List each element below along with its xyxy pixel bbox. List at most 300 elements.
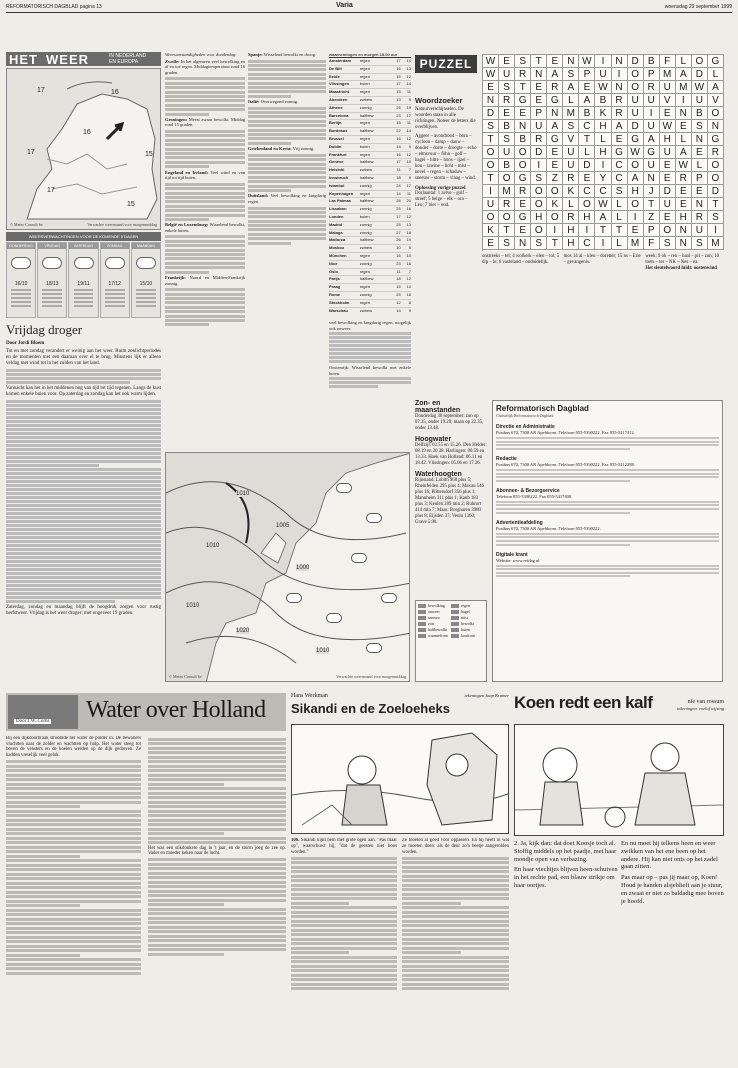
city-weather-table: waarnemingen en morgen 18.00 uur Amsterdam regen 17 14 De Bilt regen 16 13 Eelde regen 15 12 Vlissingen buien 17 14 Maastricht regen 15 11 Aberdeen zwbew 13 9 Athene zonnig 26 19 Barcelona halfbew 23 17 Berlijn regen 15 11 Bordeaux halfbew 22 14 Brussel regen 16 12 Dublin buien 14 9 Frankfurt regen 16 12 Genève halfbew 17 10 Helsinki zwbew 11 7 Innsbruck halfbew 18 9 Istanbul zonnig 24 17 Kopenhagen regen 14 11 Las Palmas halfbew 26 20 Lissabon zonnig 25 16 Londen buien 17 12 Madrid zonnig 25 13 Malaga zonnig 27 18 Mallorca halfbew 26 19 Moskou zwbew 10 5 München regen 16 10 Nice zonnig 23 16 Oslo regen 11 7 Parijs halfbew 18 12 Praag regen 15 10 Rome zonnig 25 16 Stockholm regen 12 8 Warschau zwbew 14 9	[329, 52, 411, 312]
text-line	[148, 858, 286, 861]
city-min: 9	[408, 143, 411, 149]
city-sky: halfbew	[359, 198, 374, 204]
city-row	[329, 230, 411, 238]
city-row	[329, 74, 411, 82]
text-line	[248, 228, 326, 231]
city-name: Brussel	[329, 135, 344, 141]
forecast-day	[100, 242, 130, 318]
forecast-banner: WEERSVERWACHTINGEN VOOR DE KOMENDE 5 DAGEN	[6, 232, 161, 241]
city-row	[329, 198, 411, 206]
text-line	[248, 180, 326, 183]
text-line	[6, 823, 141, 826]
forecast-line	[105, 293, 125, 295]
colofon-text: Postbus 670, 7300 AR Apeldoorn. Telefoon 055-5390222. Fax 055-5412288.	[496, 461, 635, 467]
city-max: 13	[396, 96, 401, 102]
grid-cell: I	[595, 55, 611, 68]
city-name: Frankfurt	[329, 151, 347, 157]
text-line	[402, 987, 509, 990]
forecast-line	[105, 305, 125, 307]
grid-cell: B	[595, 94, 611, 107]
grid-cell: K	[547, 198, 563, 211]
text-line	[6, 967, 141, 970]
grid-cell: O	[660, 224, 676, 237]
grid-cell: I	[483, 185, 499, 198]
text-line	[402, 978, 509, 981]
text-line	[496, 441, 719, 443]
text-line	[6, 918, 141, 921]
text-line	[6, 805, 80, 808]
city-max: 15	[396, 120, 401, 126]
text-line	[402, 906, 509, 909]
city-name: Berlijn	[329, 120, 342, 126]
text-line	[165, 253, 245, 256]
grid-cell: C	[595, 185, 611, 198]
text-line	[165, 249, 245, 252]
water-col2: Het was een stikdonkere dag in 't jaar, en de storm joeg de zee op. Vader en moeder keken naar de lucht.	[148, 736, 286, 1056]
grid-cell: U	[660, 198, 676, 211]
cloud-icon	[42, 257, 62, 269]
grid-row	[483, 146, 724, 159]
grid-cell: U	[483, 198, 499, 211]
city-row	[329, 261, 411, 269]
text-line	[496, 533, 719, 535]
text-line	[6, 832, 141, 835]
city-min: 16	[406, 291, 411, 297]
text-line	[165, 319, 245, 322]
grid-cell: S	[483, 120, 499, 133]
text-line	[248, 220, 326, 223]
text-line	[291, 960, 397, 963]
city-name: Parijs	[329, 276, 340, 282]
grid-cell: F	[660, 55, 676, 68]
city-row	[329, 105, 411, 113]
grid-cell: R	[708, 146, 724, 159]
text-line	[6, 868, 141, 871]
forecast-line	[105, 297, 125, 299]
city-min: 7	[408, 268, 411, 274]
text-line	[496, 448, 630, 450]
colofon-heading: Directie en Administratie	[496, 424, 555, 430]
text-line	[6, 904, 80, 907]
grid-cell: O	[531, 198, 547, 211]
grid-cell: L	[563, 198, 579, 211]
grid-cell: D	[660, 185, 676, 198]
grid-cell: H	[563, 224, 579, 237]
text-line	[248, 68, 326, 71]
grid-cell: E	[499, 55, 515, 68]
koen-drawing	[515, 725, 724, 836]
article-byline: Door Jordi Bloem	[6, 341, 45, 346]
forecast-paragraph: Engeland en Ierland: Veel wind en van tijd tot tijd buien.	[165, 169, 245, 181]
text-line	[402, 947, 509, 950]
text-line	[6, 864, 141, 867]
city-sky: zonnig	[359, 221, 372, 227]
grid-cell: I	[531, 159, 547, 172]
text-line	[148, 939, 286, 942]
city-min: 18	[406, 229, 411, 235]
grid-cell: S	[515, 55, 531, 68]
city-sky: halfbew	[359, 128, 374, 134]
city-row	[329, 214, 411, 222]
grid-cell: N	[531, 68, 547, 81]
grid-cell: D	[483, 107, 499, 120]
city-row	[329, 300, 411, 308]
text-line	[148, 756, 286, 759]
grid-cell: T	[483, 172, 499, 185]
text-line	[148, 796, 286, 799]
puzzle-banner: PUZZEL	[415, 55, 477, 73]
text-line	[248, 171, 326, 174]
city-name: Aberdeen	[329, 96, 348, 102]
text-line	[291, 875, 397, 878]
grid-cell: G	[628, 133, 644, 146]
text-line	[6, 765, 141, 768]
legend-item	[418, 633, 451, 639]
city-max: 15	[396, 73, 401, 79]
forecast-text-col3: veel bewolking en langdurig regen, mogelijk ook onweer. Oostenrijk: Wisselend bewolkt met enkele buien.	[329, 320, 411, 450]
grid-cell: O	[531, 185, 547, 198]
text-line	[148, 774, 286, 777]
text-line	[6, 900, 141, 903]
grid-cell: L	[676, 55, 692, 68]
text-line	[402, 929, 509, 932]
text-line	[402, 875, 509, 878]
city-max: 12	[396, 299, 401, 305]
city-sky: regen	[359, 252, 370, 258]
sikandi-panel	[291, 724, 509, 834]
text-line	[496, 473, 719, 475]
grid-row	[483, 120, 724, 133]
grid-cell: W	[628, 146, 644, 159]
grid-cell: Z	[644, 211, 660, 224]
text-line	[6, 774, 141, 777]
text-line	[148, 899, 286, 902]
forecast-paragraph: Duitsland: Veel bewolking en langdurig regen.	[248, 193, 326, 204]
grid-cell: U	[692, 224, 708, 237]
grid-cell: A	[708, 81, 724, 94]
text-line	[291, 888, 397, 891]
text-line	[248, 86, 326, 89]
grid-cell: U	[499, 68, 515, 81]
text-line	[6, 769, 141, 772]
city-sky: regen	[359, 284, 370, 290]
grid-cell: O	[531, 224, 547, 237]
grid-cell: D	[708, 185, 724, 198]
colofon-text: Telefoon 055-5390222. Fax 055-5417400.	[496, 493, 573, 499]
text-line	[402, 960, 509, 963]
grid-cell: V	[660, 94, 676, 107]
grid-cell: T	[708, 198, 724, 211]
text-line	[248, 120, 326, 123]
city-row	[329, 269, 411, 277]
forecast-day-temp: 16/10	[14, 281, 28, 287]
grid-cell: O	[708, 172, 724, 185]
grid-cell: E	[531, 81, 547, 94]
legend-swatch-icon	[451, 616, 459, 620]
city-name: Las Palmas	[329, 198, 352, 204]
forecast-region: Duitsland:	[248, 193, 269, 199]
text-line	[165, 297, 245, 300]
city-name: Barcelona	[329, 112, 349, 118]
grid-cell: N	[644, 172, 660, 185]
text-line	[248, 189, 291, 192]
text-line	[165, 139, 245, 142]
text-line	[248, 90, 326, 93]
text-line	[291, 920, 397, 923]
grid-cell: O	[628, 68, 644, 81]
grid-row	[483, 68, 724, 81]
text-line	[402, 866, 509, 869]
grid-cell: S	[692, 237, 708, 250]
forecast-day-temp: 17/12	[108, 281, 121, 287]
city-sky: buien	[359, 143, 370, 149]
legend-swatch-icon	[451, 622, 459, 626]
text-line	[496, 536, 719, 538]
legend-label: onweer	[428, 609, 440, 614]
forecast-line	[74, 297, 94, 299]
city-max: 14	[396, 143, 401, 149]
legend-label: halfbewolkt	[428, 627, 448, 632]
text-line	[6, 972, 141, 975]
grid-cell: T	[499, 224, 515, 237]
grid-cell: E	[692, 185, 708, 198]
text-line	[496, 480, 630, 482]
city-min: 12	[406, 213, 411, 219]
forecast-day-label: ZATERDAG	[69, 243, 97, 249]
grid-cell: T	[547, 237, 563, 250]
forecast-region: Italië:	[248, 99, 260, 105]
city-sky: zwbew	[359, 167, 372, 173]
text-line	[6, 828, 141, 831]
city-row	[329, 89, 411, 97]
text-line	[291, 974, 397, 977]
text-line	[165, 165, 209, 168]
grid-cell: B	[692, 107, 708, 120]
text-line	[165, 108, 245, 111]
city-max: 11	[396, 167, 401, 173]
grid-cell: U	[644, 120, 660, 133]
grid-cell: R	[644, 81, 660, 94]
text-line	[165, 99, 245, 102]
text-line	[496, 501, 719, 503]
grid-cell: P	[531, 107, 547, 120]
text-line	[291, 951, 349, 954]
text-line	[496, 540, 719, 542]
text-line	[148, 747, 286, 750]
cloud-icon	[136, 257, 156, 269]
grid-cell: N	[515, 237, 531, 250]
city-name: Vlissingen	[329, 81, 350, 87]
text-line	[165, 262, 245, 265]
text-line	[148, 935, 286, 938]
grid-row	[483, 224, 724, 237]
grid-cell: S	[708, 211, 724, 224]
grid-cell: R	[612, 94, 628, 107]
forecast-line	[42, 289, 62, 291]
text-line	[248, 95, 291, 98]
text-line	[148, 863, 286, 866]
text-line	[291, 911, 397, 914]
grid-cell: N	[676, 224, 692, 237]
text-line	[291, 857, 397, 860]
text-line	[402, 974, 509, 977]
grid-cell: M	[676, 81, 692, 94]
forecast-paragraph: Spanje: Wisselend bewolkt en droog.	[248, 52, 317, 57]
city-name: Mallorca	[329, 237, 346, 243]
article-body: Tot en met zondag verandert er weinig aan het weer. Ruim zonlichtperiodes en de momenten met een daaraan over el te brug. Minstens lijk er alleen veldag met wind tot in het zuiden van het land. Vannacht kan het in het middenen nog van tijd tot tijd regenen. Langs de kust komen enkele buien voor. Op zaterdag en zondag kan het ook warm lijden. Zaterdag, zondag en maandag blijft de hoogdruk zorgen voor rustig herfstweer. Vrijdag is het weer droger; met ongeveer 19 graden.	[6, 349, 161, 616]
text-line	[402, 861, 509, 864]
city-row	[329, 253, 411, 261]
city-max: 14	[396, 190, 401, 196]
forecast-day-label: MAANDAG	[132, 243, 160, 249]
grid-cell: A	[676, 146, 692, 159]
text-line	[402, 965, 509, 968]
city-sky: regen	[359, 151, 370, 157]
grid-cell: N	[547, 107, 563, 120]
text-line	[6, 931, 141, 934]
grid-cell: O	[483, 159, 499, 172]
isobar-label: 1005	[276, 523, 290, 529]
cloud-icon	[336, 483, 352, 493]
text-line	[402, 920, 509, 923]
grid-cell: G	[515, 94, 531, 107]
city-sky: regen	[359, 73, 370, 79]
city-min: 13	[406, 221, 411, 227]
koen-text2: En nu moet hij telkens heen en weer zwikken van het ene been op het andere. Hij kan niet onts op het zadel gaan zitten. Pas maar op – pas jij maar op, Koen! Houd je handen alsjeblieft aan je stuur, en zwaai er niet zo baldadig mee boven je hoofd.	[621, 840, 724, 905]
grid-cell: H	[595, 146, 611, 159]
city-sky: zwbew	[359, 245, 372, 251]
city-max: 11	[396, 268, 401, 274]
forecast-line	[136, 301, 156, 303]
city-name: Maastricht	[329, 89, 350, 95]
text-line	[148, 738, 286, 741]
cloud-icon	[11, 257, 31, 269]
city-name: Amsterdam	[329, 58, 352, 63]
text-line	[6, 810, 141, 813]
city-max: 18	[396, 174, 401, 180]
text-line	[402, 956, 509, 959]
city-sky: regen	[359, 299, 370, 305]
city-min: 17	[406, 182, 411, 188]
forecast-region: Zwolle:	[165, 58, 180, 64]
city-name: Warschau	[329, 307, 348, 312]
grid-cell: U	[660, 146, 676, 159]
city-row	[329, 167, 411, 175]
text-line	[402, 897, 509, 900]
text-line	[496, 575, 630, 577]
map-temp: 17	[27, 149, 35, 156]
city-min: 17	[406, 112, 411, 118]
grid-cell: U	[563, 146, 579, 159]
text-line	[248, 176, 326, 179]
city-row	[329, 292, 411, 300]
forecast-region: Engeland en Ierland:	[165, 169, 209, 175]
city-min: 10	[406, 252, 411, 258]
puzzle-solution-cols: onstreeks – tel; 4 wolkerk – elen – tol; 5 dip – le; 6 vasteland – onduidelijk. mos 14 al – kleu – doretter; 15 ns – Erie – gevangenis. week; 9 ok – ren – haal – pit – zon; 10 toets – ter – NK – Nes – ea. Het sleutelwoord luidt: oostenwind	[482, 254, 720, 271]
text-line	[402, 879, 509, 882]
forecast-line	[74, 293, 94, 295]
forecast-day	[37, 242, 67, 318]
grid-cell: E	[547, 159, 563, 172]
text-line	[165, 257, 245, 260]
grid-cell: S	[499, 237, 515, 250]
grid-cell: T	[531, 55, 547, 68]
text-line	[148, 819, 286, 822]
grid-cell: S	[499, 133, 515, 146]
city-max: 16	[396, 252, 401, 258]
grid-cell: O	[515, 146, 531, 159]
grid-cell: U	[628, 94, 644, 107]
text-line	[248, 77, 326, 80]
grid-cell: E	[547, 146, 563, 159]
grid-cell: G	[547, 133, 563, 146]
grid-cell: R	[547, 81, 563, 94]
text-line	[165, 148, 245, 151]
text-line	[148, 801, 286, 804]
text-line	[148, 912, 286, 915]
grid-cell: E	[515, 198, 531, 211]
text-line	[148, 953, 224, 956]
grid-cell: W	[676, 159, 692, 172]
city-min: 11	[406, 190, 411, 196]
text-line	[6, 850, 141, 853]
grid-cell: G	[708, 133, 724, 146]
text-line	[165, 196, 245, 199]
city-name: Istanbul	[329, 182, 345, 188]
grid-cell: W	[595, 81, 611, 94]
grid-cell: E	[660, 211, 676, 224]
grid-cell: Y	[595, 172, 611, 185]
weather-article	[6, 322, 161, 619]
text-line	[6, 855, 80, 858]
text-line	[402, 969, 509, 972]
text-line	[148, 885, 286, 888]
text-line	[148, 876, 286, 879]
text-line	[165, 143, 245, 146]
grid-cell: R	[563, 172, 579, 185]
grid-row	[483, 198, 724, 211]
text-line	[248, 211, 326, 214]
city-row	[329, 66, 411, 74]
forecast-day	[131, 242, 161, 318]
text-line	[165, 266, 245, 269]
forecast-paragraph: Italië: Overwegend zonnig.	[248, 99, 299, 105]
city-row	[329, 81, 411, 89]
city-row	[329, 152, 411, 160]
grid-cell: O	[547, 185, 563, 198]
city-name: Oslo	[329, 268, 338, 274]
grid-cell: T	[579, 133, 595, 146]
city-min: 19	[406, 237, 411, 243]
city-sky: halfbew	[359, 112, 374, 118]
grid-cell: P	[579, 68, 595, 81]
text-line	[6, 778, 141, 781]
grid-cell: V	[563, 133, 579, 146]
grid-cell: R	[515, 185, 531, 198]
forecast-day-temp: 15/10	[139, 281, 153, 287]
text-line	[148, 894, 286, 897]
isobar-label: 1010	[236, 491, 250, 497]
grid-cell: L	[612, 198, 628, 211]
text-line	[165, 86, 245, 89]
text-line	[165, 288, 245, 291]
text-line	[6, 940, 141, 943]
grid-cell: E	[676, 120, 692, 133]
text-line	[6, 927, 141, 930]
text-line	[148, 792, 286, 795]
forecast-line	[136, 289, 156, 291]
grid-cell: B	[644, 55, 660, 68]
